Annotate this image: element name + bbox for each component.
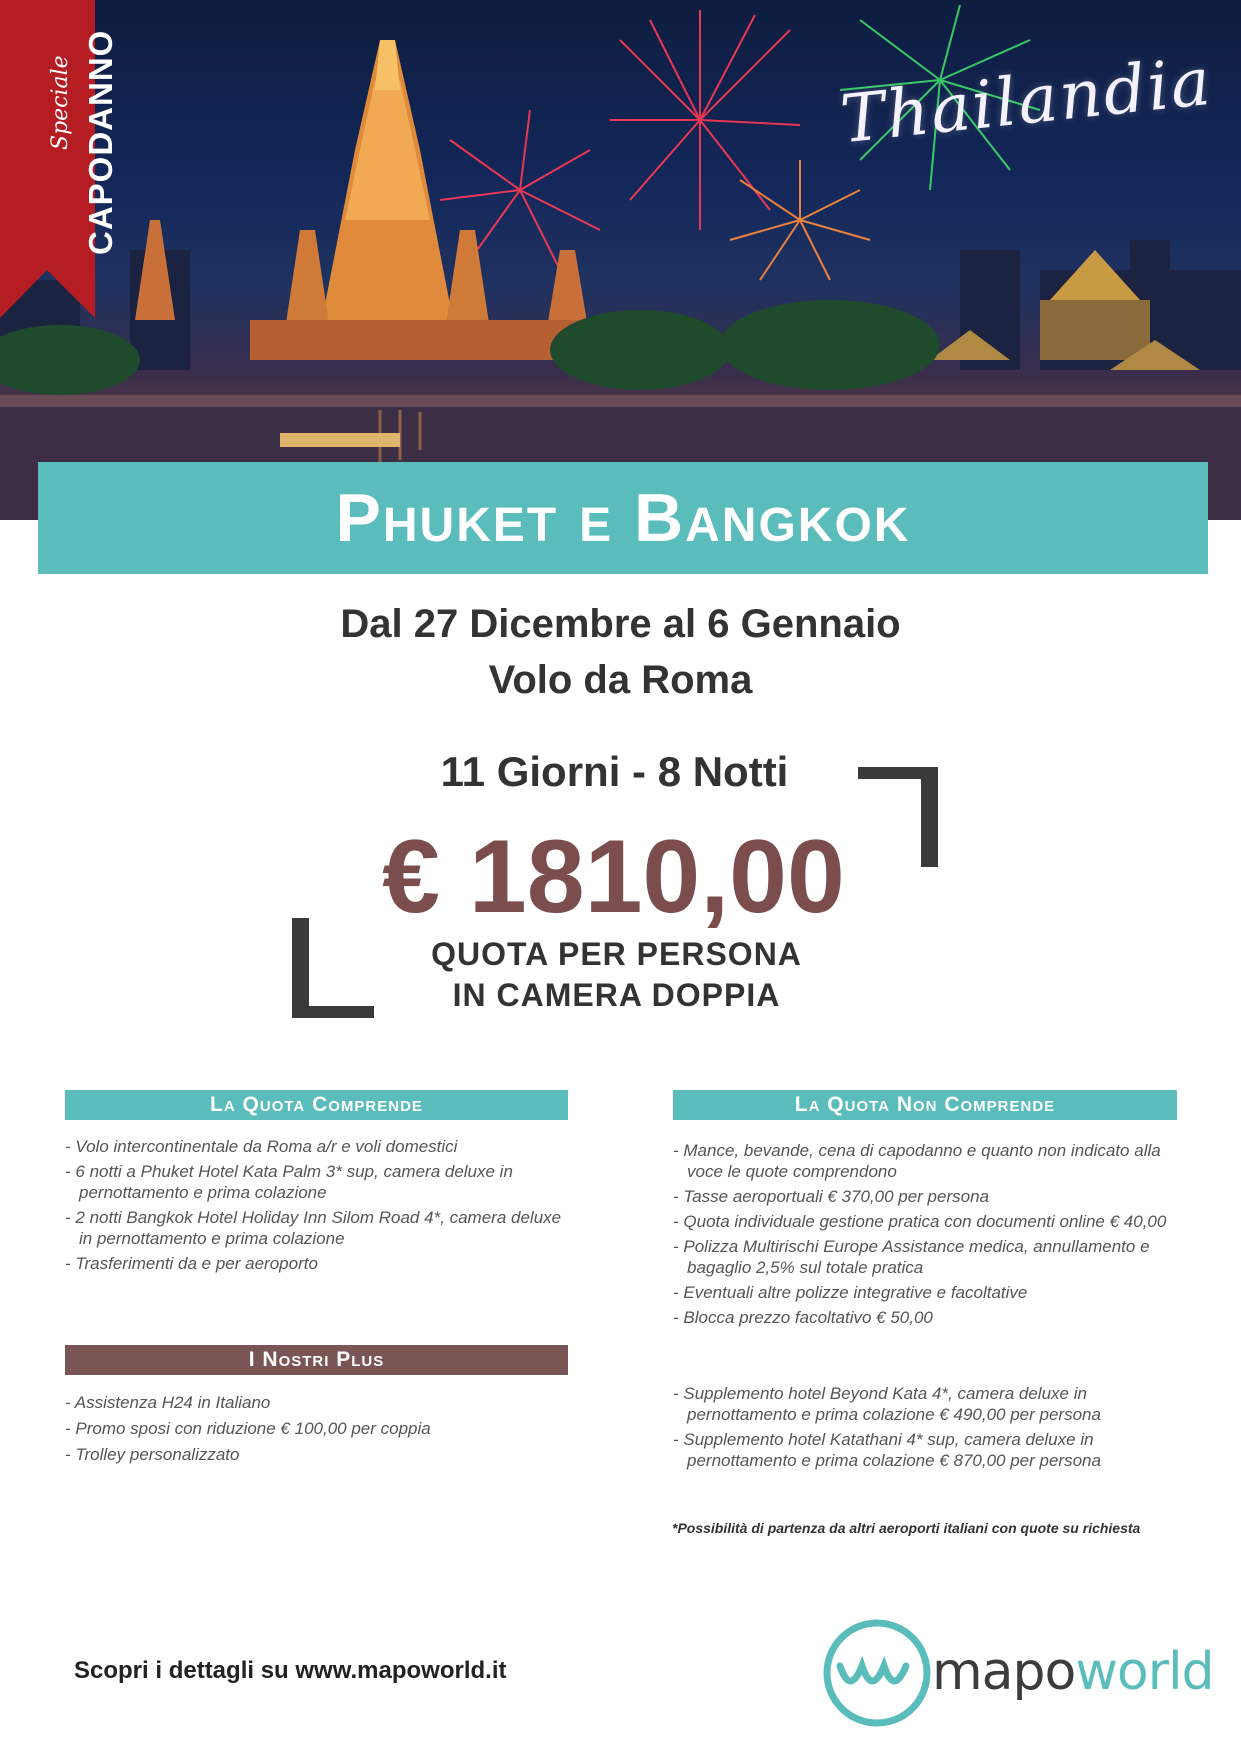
plus-heading: I Nostri Plus <box>65 1345 568 1375</box>
plus-list <box>65 1392 565 1470</box>
list-item: - Trasferimenti da e per aeroporto <box>65 1253 565 1274</box>
price-note-line2: IN CAMERA DOPPIA <box>452 977 781 1013</box>
list-item: - Eventuali altre polizze integrative e facoltative <box>673 1282 1183 1303</box>
boat <box>280 433 400 447</box>
list-item: - Supplemento hotel Beyond Kata 4*, camera deluxe in pernottamento e prima colazione € 490,00 per persona <box>673 1383 1183 1425</box>
list-item: - Blocca prezzo facoltativo € 50,00 <box>673 1307 1183 1328</box>
price: € 1810,00 <box>382 819 845 935</box>
list-item: - Trolley personalizzato <box>65 1444 565 1465</box>
hero-image <box>0 0 1241 520</box>
page-title: Phuket e Bangkok <box>335 480 911 556</box>
supplements-list <box>673 1383 1183 1475</box>
list-item: - Tasse aeroportuali € 370,00 per persona <box>673 1186 1183 1207</box>
list-item: - Assistenza H24 in Italiano <box>65 1392 565 1413</box>
departure-note: *Possibilità di partenza da altri aeroporti italiani con quote su richiesta <box>672 1520 1141 1536</box>
excludes-heading: La Quota Non Comprende <box>673 1090 1177 1120</box>
price-note-line1: QUOTA PER PERSONA <box>431 936 802 972</box>
firework-red <box>440 10 800 270</box>
logo-suffix: world <box>1075 1642 1214 1702</box>
title-banner <box>38 462 1208 574</box>
ribbon-script-text: Speciale <box>48 55 73 150</box>
list-item: - 6 notti a Phuket Hotel Kata Palm 3* sup, camera deluxe in pernottamento e prima colazione <box>65 1161 565 1203</box>
destination-script-title: Thailandia <box>836 42 1216 159</box>
excludes-list <box>673 1140 1183 1332</box>
firework-orange <box>730 160 870 280</box>
list-item: - Volo intercontinentale da Roma a/r e voli domestici <box>65 1136 565 1157</box>
list-item: - Promo sposi con riduzione € 100,00 per coppia <box>65 1418 565 1439</box>
ribbon-bold-text: CAPODANNO <box>82 29 119 255</box>
list-item: - Quota individuale gestione pratica con documenti online € 40,00 <box>673 1211 1183 1232</box>
brand-logo-text <box>932 1642 1214 1702</box>
travel-dates: Dal 27 Dicembre al 6 Gennaio <box>340 602 901 646</box>
includes-list <box>65 1136 565 1278</box>
trip-duration: 11 Giorni - 8 Notti <box>440 748 789 795</box>
footer-link-text[interactable]: Scopri i dettagli su www.mapoworld.it <box>74 1657 507 1684</box>
list-item: - 2 notti Bangkok Hotel Holiday Inn Silom Road 4*, camera deluxe in pernottamento e prima colazione <box>65 1207 565 1249</box>
includes-heading: La Quota Comprende <box>65 1090 568 1120</box>
departure-info: Volo da Roma <box>488 658 753 702</box>
list-item: - Supplemento hotel Katathani 4* sup, camera deluxe in pernottamento e prima colazione € 870,00 per persona <box>673 1429 1183 1471</box>
ribbon-banner <box>0 0 95 318</box>
list-item: - Mance, bevande, cena di capodanno e quanto non indicato alla voce le quote comprendono <box>673 1140 1183 1182</box>
wat-arun-temple <box>135 40 590 360</box>
logo-prefix: mapo <box>932 1642 1076 1702</box>
list-item: - Polizza Multirischi Europe Assistance medica, annullamento e bagaglio 2,5% sul totale pratica <box>673 1236 1183 1278</box>
